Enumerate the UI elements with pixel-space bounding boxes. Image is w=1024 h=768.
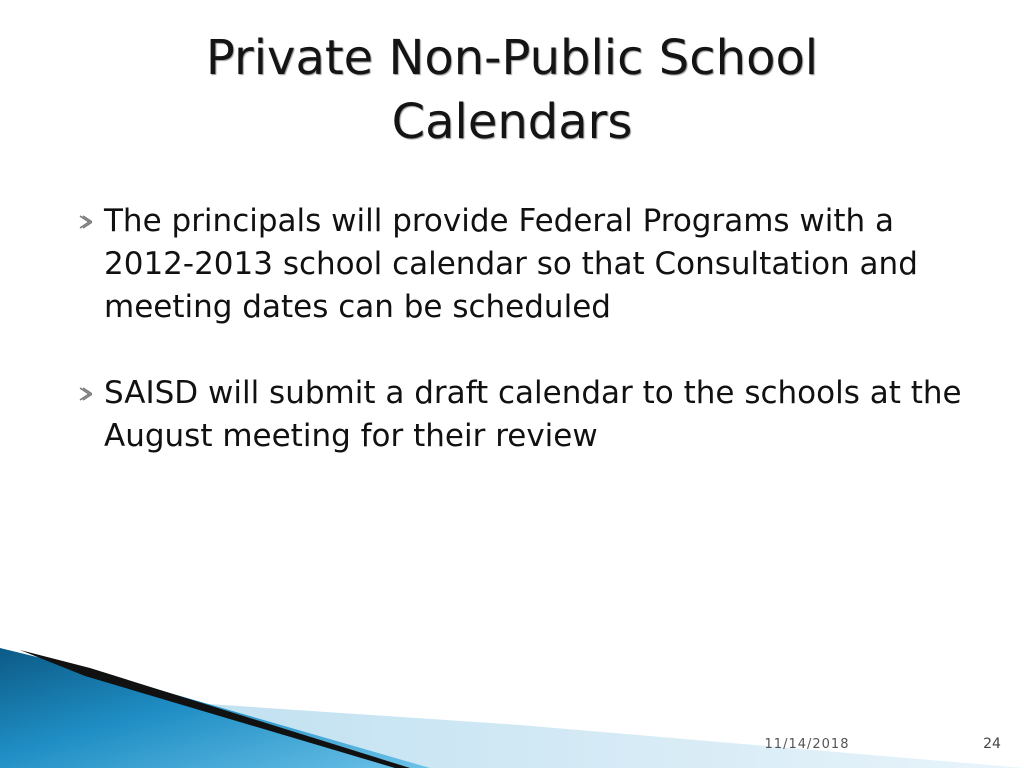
page-number: 24 [983, 736, 1001, 752]
bullet-item [72, 372, 972, 458]
slide-title [100, 26, 924, 154]
bullet-list [72, 200, 972, 458]
bullet-text: The principals will provide Federal Programs with a 2012-2013 school calendar so that Consultation and meeting dates can be scheduled [104, 203, 918, 325]
bullet-text: SAISD will submit a draft calendar to the schools at the August meeting for their review [104, 375, 962, 454]
footer-date: 11/14/2018 [764, 737, 850, 752]
arrowhead-bullet-icon [78, 387, 92, 401]
title-line-2: Calendars [391, 94, 633, 150]
title-line-1: Private Non-Public School [205, 30, 819, 86]
bullet-item [72, 200, 972, 329]
arrowhead-bullet-icon [78, 215, 92, 229]
